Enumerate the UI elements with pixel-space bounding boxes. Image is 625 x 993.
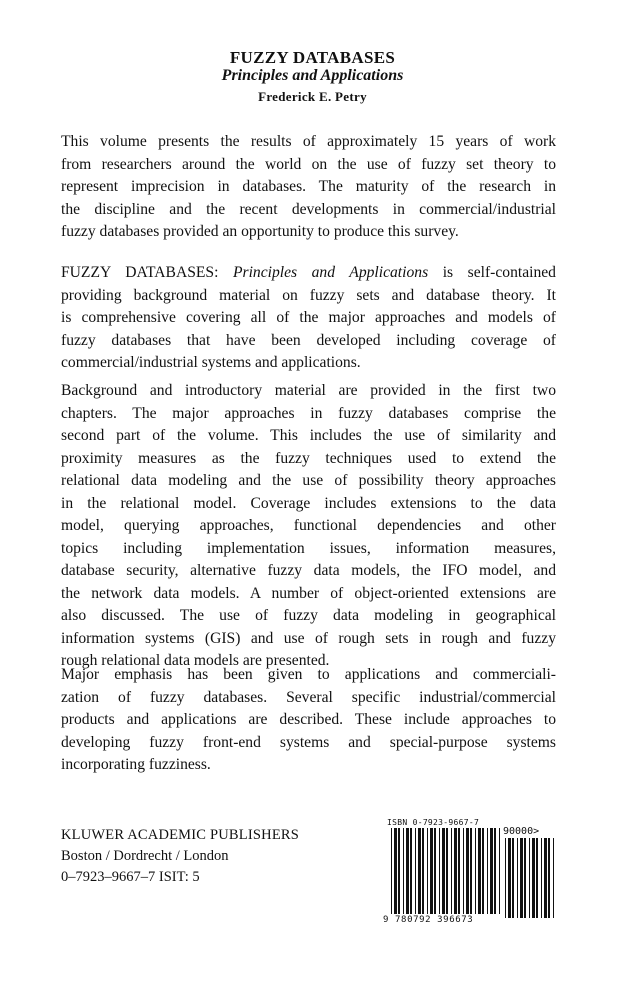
barcode-bar — [475, 828, 476, 914]
book-title: FUZZY DATABASES — [229, 48, 396, 67]
barcode-addon-digits: 90000> — [503, 826, 540, 837]
barcode-bar — [422, 828, 424, 914]
text-line: Background and introductory material are provided in the first two — [61, 382, 556, 399]
book-author: Frederick E. Petry — [258, 89, 367, 104]
barcode-bar — [418, 828, 421, 914]
barcode-bar — [410, 828, 412, 914]
publisher-name: KLUWER ACADEMIC PUBLISHERS — [61, 827, 300, 843]
text-line: developing fuzzy front-end systems and special-purpose systems — [61, 733, 556, 751]
barcode-bar — [544, 838, 547, 918]
text-line: incorporating fuzziness. — [61, 756, 211, 773]
text-line: fuzzy databases that have been developed including coverage of — [61, 331, 556, 349]
text-line: information systems (GIS) and use of rough sets in rough and fuzzy — [61, 629, 556, 647]
barcode-bar — [490, 828, 493, 914]
text-line: commercial/industrial systems and applications. — [61, 354, 361, 371]
italic-title-fragment: Principles and Applications — [232, 264, 429, 281]
barcode-bar — [427, 828, 428, 914]
barcode-bar — [505, 838, 506, 918]
text-line: the network data models. A number of object-oriented extensions are — [61, 584, 556, 602]
paragraph-scope — [61, 262, 556, 375]
text-line: zation of fuzzy databases. Several specific industrial/commercial — [61, 688, 556, 706]
text-line — [61, 262, 556, 285]
publisher-cities: Boston / Dordrecht / London — [61, 848, 229, 864]
text-line: is comprehensive covering all of the major approaches and models of — [61, 309, 556, 326]
barcode-bar — [391, 828, 392, 914]
barcode-bar — [494, 828, 496, 914]
text-line: also discussed. The use of fuzzy data modeling in geographical — [61, 607, 556, 624]
barcode-isbn-label: ISBN 0-7923-9667-7 — [387, 818, 480, 827]
barcode-bar — [394, 828, 397, 914]
barcode-bar — [415, 828, 416, 914]
barcode — [383, 818, 558, 928]
barcode-ean-digits: 9 780792 396673 — [383, 915, 474, 925]
text-line: database security, alternative fuzzy data models, the IFO model, and — [61, 562, 556, 579]
text-line: represent imprecision in databases. The maturity of the research in — [61, 178, 556, 195]
publisher-isbn: 0–7923–9667–7 ISIT: 5 — [61, 869, 200, 885]
text-fragment: is self-contained — [428, 264, 556, 281]
text-fragment: FUZZY DATABASES: — [61, 264, 233, 281]
barcode-bar — [524, 838, 526, 918]
barcode-bar — [536, 838, 538, 918]
paragraph-intro — [61, 131, 556, 244]
barcode-bar — [398, 828, 400, 914]
book-subtitle: Principles and Applications — [221, 67, 404, 84]
text-line: providing background material on fuzzy sets and database theory. It — [61, 286, 556, 304]
barcode-bar — [430, 828, 433, 914]
barcode-bar — [548, 838, 550, 918]
barcode-bar — [442, 828, 445, 914]
text-line: chapters. The major approaches in fuzzy databases comprise the — [61, 404, 556, 422]
barcode-bar — [439, 828, 440, 914]
text-line: the discipline and the recent developments in commercial/industrial — [61, 200, 556, 218]
text-line: relational data modeling and the use of possibility theory approaches — [61, 472, 556, 489]
barcode-bar — [520, 838, 523, 918]
barcode-bar — [406, 828, 409, 914]
text-line: in the relational model. Coverage includes extensions to the data — [61, 494, 556, 512]
barcode-bar — [553, 838, 554, 918]
barcode-bar — [512, 838, 514, 918]
barcode-bar — [434, 828, 436, 914]
text-line: from researchers around the world on the use of fuzzy set theory to — [61, 155, 556, 173]
text-line: model, querying approaches, functional dependencies and other — [61, 517, 556, 534]
barcode-bar — [499, 828, 500, 914]
barcode-bar — [470, 828, 472, 914]
paragraph-contents — [61, 380, 556, 673]
text-line: proximity measures as the fuzzy techniques used to extend the — [61, 449, 556, 467]
barcode-bar — [529, 838, 530, 918]
barcode-bar — [451, 828, 452, 914]
text-line: Major emphasis has been given to applications and commerciali- — [61, 666, 556, 683]
text-line: This volume presents the results of approximately 15 years of work — [61, 133, 556, 150]
barcode-bar — [541, 838, 542, 918]
barcode-bar — [463, 828, 464, 914]
barcode-bar — [446, 828, 448, 914]
barcode-bar — [466, 828, 469, 914]
barcode-bar — [517, 838, 518, 918]
barcode-bar — [478, 828, 481, 914]
barcode-bar — [532, 838, 535, 918]
barcode-bar — [454, 828, 457, 914]
text-line: products and applications are described. These include approaches to — [61, 711, 556, 728]
text-line: topics including implementation issues, information measures, — [61, 539, 556, 557]
barcode-bar — [487, 828, 488, 914]
paragraph-applications — [61, 664, 556, 777]
text-line: rough relational data models are presented. — [61, 652, 330, 669]
barcode-bar — [482, 828, 484, 914]
text-line: fuzzy databases provided an opportunity to produce this survey. — [61, 223, 459, 240]
text-line: second part of the volume. This includes the use of similarity and — [61, 427, 556, 444]
barcode-bar — [458, 828, 460, 914]
barcode-bar — [403, 828, 404, 914]
barcode-bar — [508, 838, 511, 918]
